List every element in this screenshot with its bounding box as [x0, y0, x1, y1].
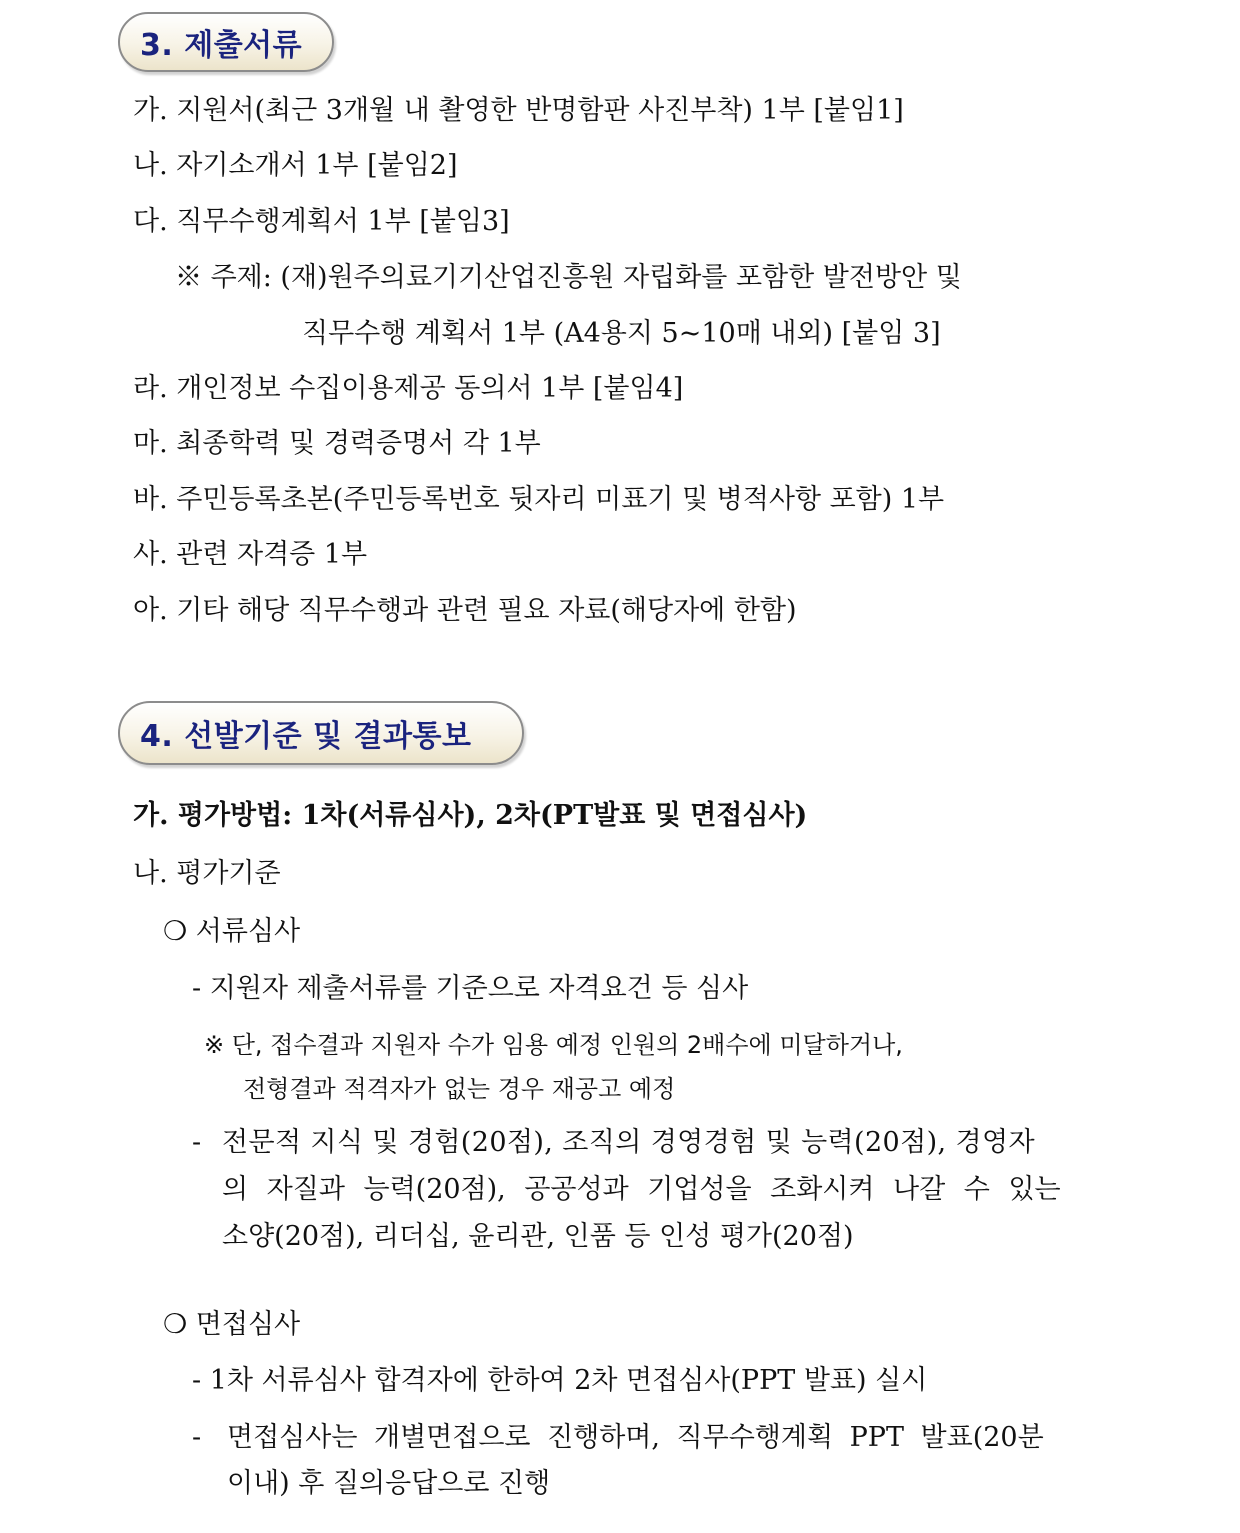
list-item: 아. 기타 해당 직무수행과 관련 필요 자료(해당자에 한함) [133, 595, 797, 626]
doc-review-note: ※ 단, 접수결과 지원자 수가 임용 예정 인원의 2배수에 미달하거나, [204, 1031, 903, 1059]
interview-bullet: 면접심사는 개별면접으로 진행하며, 직무수행계획 PPT 발표(20분 [227, 1422, 1044, 1453]
note-line: 직무수행 계획서 1부 (A4용지 5~10매 내외) [붙임 3] [302, 318, 941, 349]
evaluation-method: 가. 평가방법: 1차(서류심사), 2차(PT발표 및 면접심사) [133, 800, 808, 831]
list-item: 마. 최종학력 및 경력증명서 각 1부 [133, 428, 541, 459]
interview-bullet: 이내) 후 질의응답으로 진행 [227, 1468, 551, 1499]
section-3-heading: 3. 제출서류 [140, 28, 303, 63]
doc-review-bullet-dash: - [192, 1127, 202, 1158]
doc-review-bullet: 소양(20점), 리더십, 윤리관, 인품 등 인성 평가(20점) [222, 1221, 854, 1252]
doc-review-title: ❍ 서류심사 [163, 916, 301, 947]
list-item: 라. 개인정보 수집이용제공 동의서 1부 [붙임4] [133, 373, 684, 404]
section-4-heading-box [118, 701, 524, 765]
list-item: 다. 직무수행계획서 1부 [붙임3] [133, 206, 510, 237]
section-4-heading: 4. 선발기준 및 결과통보 [140, 719, 472, 754]
interview-title: ❍ 면접심사 [163, 1309, 301, 1340]
doc-review-note: 전형결과 적격자가 없는 경우 재공고 예정 [243, 1075, 676, 1103]
evaluation-criteria: 나. 평가기준 [133, 858, 281, 889]
section-3-heading-box [118, 12, 334, 72]
list-item: 가. 지원서(최근 3개월 내 촬영한 반명함판 사진부착) 1부 [붙임1] [133, 95, 904, 126]
interview-bullet-dash: - [192, 1422, 202, 1453]
interview-bullet: - 1차 서류심사 합격자에 한하여 2차 면접심사(PPT 발표) 실시 [192, 1365, 928, 1396]
doc-review-bullet: - 지원자 제출서류를 기준으로 자격요건 등 심사 [192, 973, 749, 1004]
note-line: ※ 주제: (재)원주의료기기산업진흥원 자립화를 포함한 발전방안 및 [175, 262, 962, 293]
doc-review-bullet: 의 자질과 능력(20점), 공공성과 기업성을 조화시켜 나갈 수 있는 [222, 1174, 1061, 1205]
list-item: 사. 관련 자격증 1부 [133, 539, 368, 570]
list-item: 바. 주민등록초본(주민등록번호 뒷자리 미표기 및 병적사항 포함) 1부 [133, 484, 945, 515]
list-item: 나. 자기소개서 1부 [붙임2] [133, 150, 458, 181]
doc-review-bullet: 전문적 지식 및 경험(20점), 조직의 경영경험 및 능력(20점), 경영자 [222, 1127, 1035, 1158]
